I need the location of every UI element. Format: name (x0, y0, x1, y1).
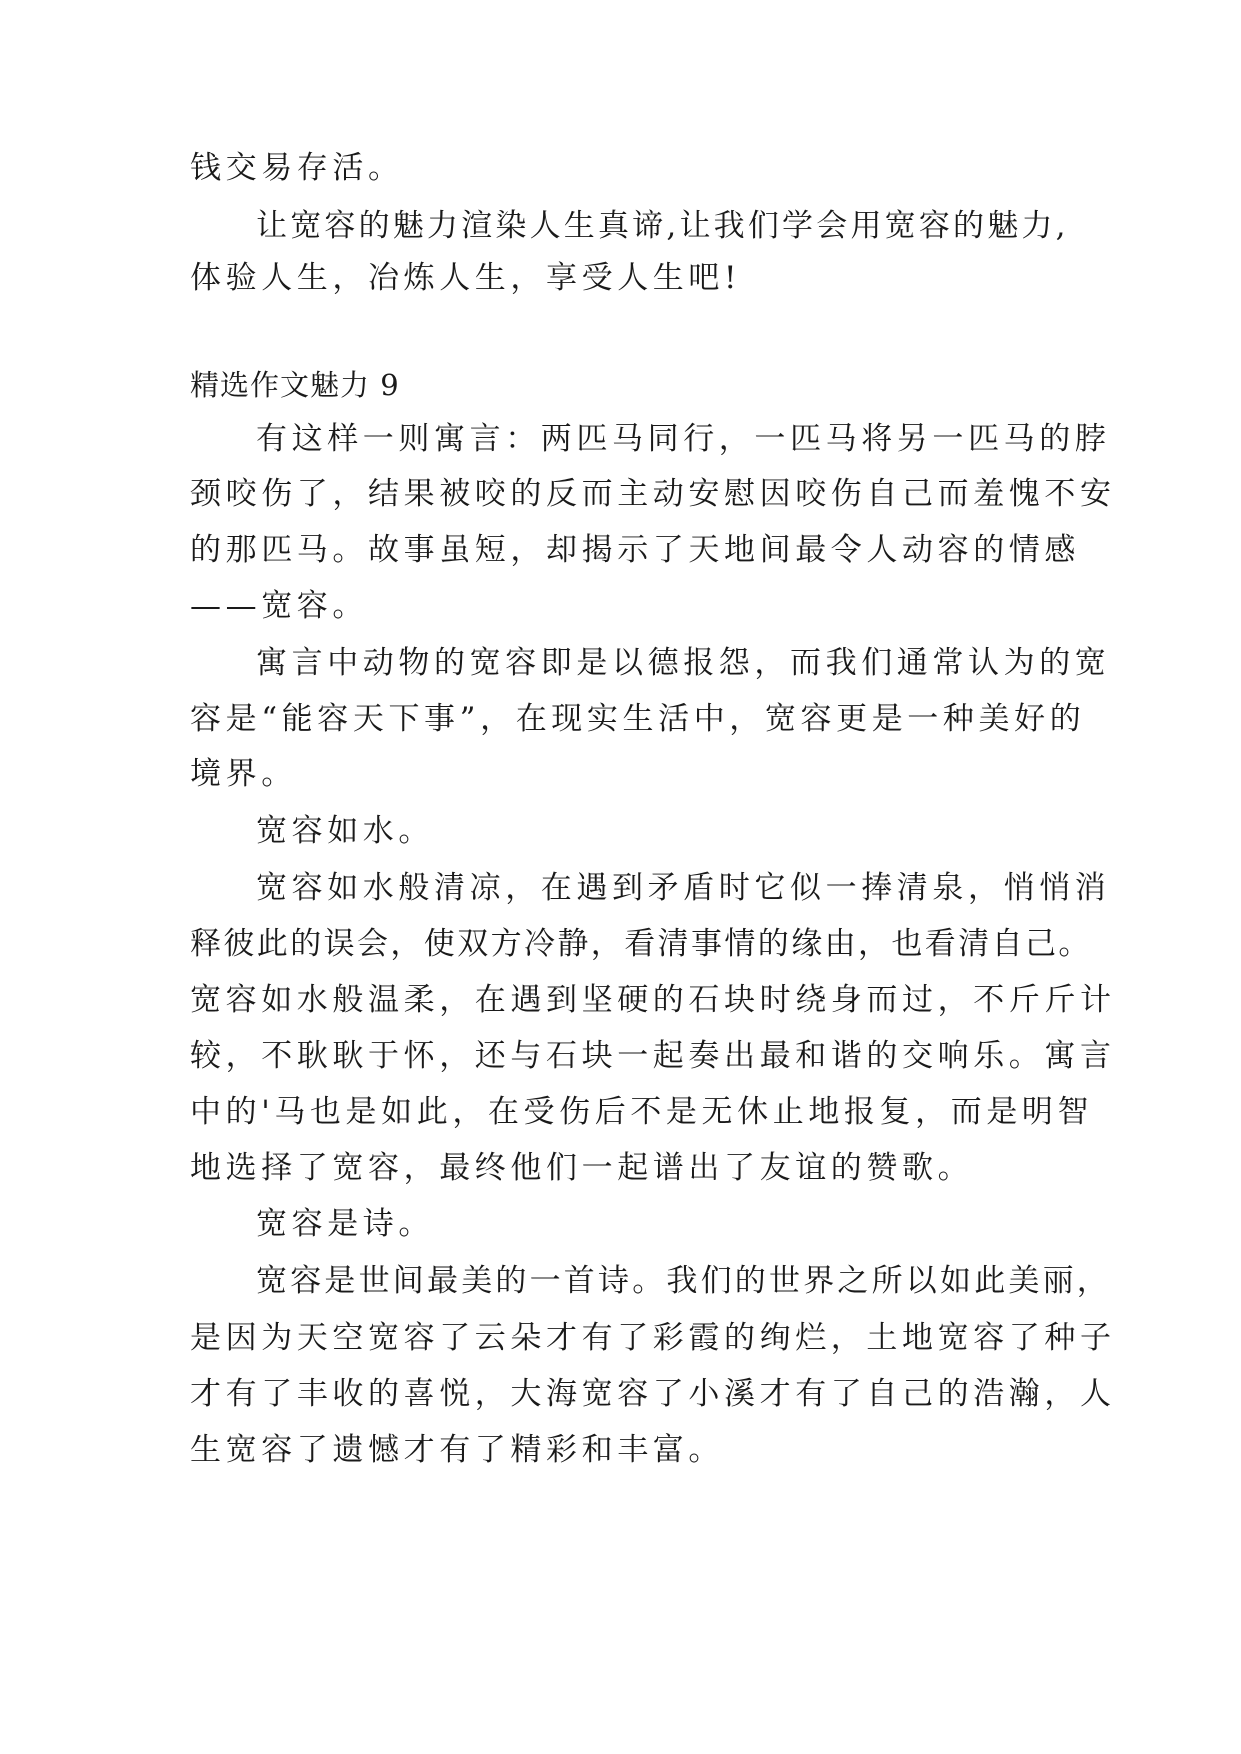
text-line: 的那匹马。故事虽短，却揭示了天地间最令人动容的情感 (190, 532, 1080, 568)
text-line: 境界。 (190, 756, 297, 792)
text-line: 是因为天空宽容了云朵才有了彩霞的绚烂，土地宽容了种子 (190, 1320, 1116, 1356)
text-line: 容是“能容天下事”，在现实生活中，宽容更是一种美好的 (190, 701, 1086, 737)
text-line: 宽容如水般温柔，在遇到坚硬的石块时绕身而过，不斤斤计 (190, 982, 1116, 1018)
text-line: 地选择了宽容，最终他们一起谱出了友谊的赞歌。 (190, 1150, 974, 1186)
text-line: 较，不耿耿于怀，还与石块一起奏出最和谐的交响乐。寓言 (190, 1038, 1116, 1074)
text-line: 宽容是诗。 (256, 1206, 434, 1242)
text-line: 宽容如水。 (256, 813, 434, 849)
text-line: ——宽容。 (190, 588, 368, 624)
text-line: 寓言中动物的宽容即是以德报怨，而我们通常认为的宽 (256, 645, 1111, 681)
text-line: 生宽容了遗憾才有了精彩和丰富。 (190, 1432, 724, 1468)
text-line: 释彼此的误会，使双方冷静，看清事情的缘由，也看清自己。 (190, 926, 1092, 962)
text-line: 宽容是世间最美的一首诗。我们的世界之所以如此美丽， (256, 1263, 1111, 1299)
text-line: 钱交易存活。 (190, 150, 404, 186)
text-line: 宽容如水般清凉，在遇到矛盾时它似一捧清泉，悄悄消 (256, 870, 1111, 906)
text-line: 体验人生，冶炼人生，享受人生吧! (190, 260, 742, 296)
text-line: 颈咬伤了，结果被咬的反而主动安慰因咬伤自己而羞愧不安 (190, 476, 1116, 512)
text-line: 有这样一则寓言：两匹马同行，一匹马将另一匹马的脖 (256, 421, 1111, 457)
text-line: 才有了丰收的喜悦，大海宽容了小溪才有了自己的浩瀚，人 (190, 1376, 1116, 1412)
text-line: 中的'马也是如此，在受伤后不是无休止地报复，而是明智 (190, 1094, 1094, 1130)
text-line: 让宽容的魅力渲染人生真谛,让我们学会用宽容的魅力, (256, 208, 1069, 244)
section-heading: 精选作文魅力 9 (190, 368, 400, 402)
